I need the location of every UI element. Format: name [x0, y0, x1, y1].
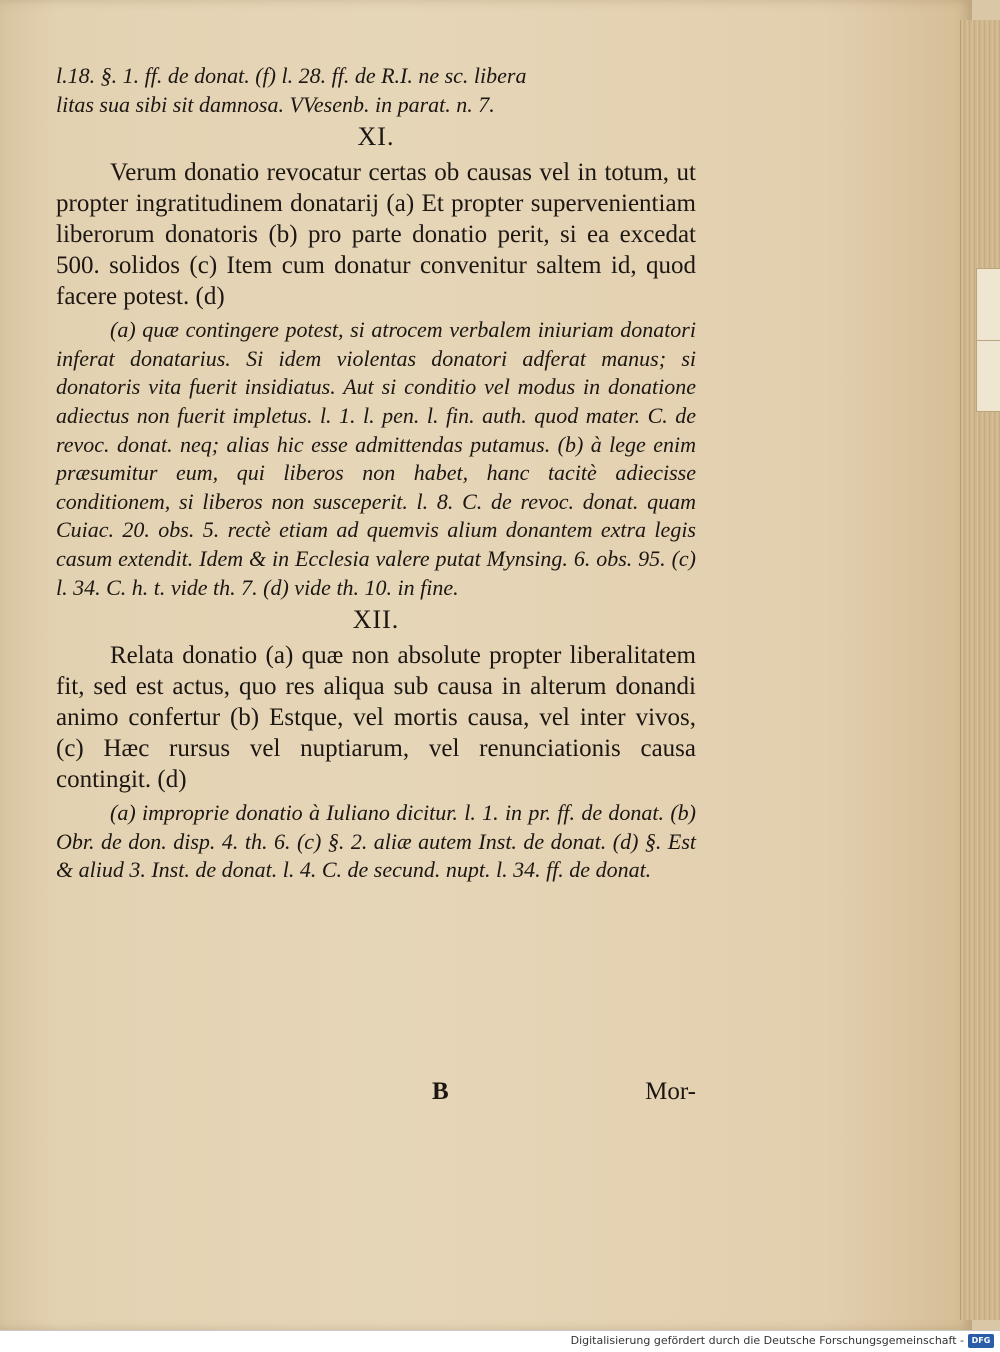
page-text [56, 62, 696, 885]
section-xi-body: Verum donatio revocatur certas ob causas vel in totum, ut propter ingratitudinem donatarij (a) Et propter supervenientiam liberorum donatoris (b) pro parte donatio perit, si ea excedat 500. solidos (c) Item cum donatur convenitur saltem id, quod facere potest. (d) [56, 159, 696, 311]
section-heading-xii: XII. [352, 605, 400, 635]
section-heading-xi: XI. [357, 122, 395, 152]
page-edge-tab [976, 268, 1000, 350]
section-xii-notes: (a) improprie donatio à Iuliano dicitur. l. 1. in pr. ff. de donat. (b) Obr. de don. disp. 4. th. 6. (c) §. 2. aliæ autem Inst. de donat. (d) §. Est & aliud 3. Inst. de donat. l. 4. C. de secund. nupt. l. 34. ff. de donat. [56, 800, 696, 883]
page-edge-tab [976, 340, 1000, 412]
footer-bar [0, 1330, 1000, 1352]
top-note-line-1: l.18. §. 1. ff. de donat. (f) l. 28. ff. de R.I. ne sc. libera [56, 63, 527, 88]
signature-mark: B [432, 1078, 449, 1105]
page-edge-stack [960, 20, 1000, 1320]
section-xi-notes: (a) quæ contingere potest, si atrocem verbalem iniuriam donatori inferat donatarius. Si idem violentas donatori adferat manus; si donatoris vita fuerit insidiatus. Aut si conditio vel modus in donatione adiectus non fuerit impletus. l. 1. l. pen. l. fin. auth. quod mater. C. de revoc. donat. neq; alias hic esse admittendas putamus. (b) à lege enim præsumitur eum, qui liberos non habet, hanc tacitè adiecisse conditionem, si liberos non susceperit. l. 8. C. de revoc. donat. quam Cuiac. 20. obs. 5. rectè etiam ad quemvis alium donantem extra legis casum extendit. Idem & in Ecclesia valere putat Mynsing. 6. obs. 95. (c) l. 34. C. h. t. vide th. 7. (d) vide th. 10. in fine. [56, 317, 696, 600]
section-xii-body: Relata donatio (a) quæ non absolute propter liberalitatem fit, sed est actus, quo res aliqua sub causa in alterum donandi animo confertur (b) Estque, vel mortis causa, vel inter vivos, (c) Hæc rursus vel nuptiarum, vel renunciationis causa contingit. (d) [56, 642, 696, 794]
funding-notice: Digitalisierung gefördert durch die Deutsche Forschungsgemeinschaft - [570, 1334, 964, 1347]
dfg-logo-icon: DFG [968, 1334, 994, 1348]
catchword: Mor- [645, 1078, 696, 1105]
top-note-line-2: litas sua sibi sit damnosa. VVesenb. in parat. n. 7. [56, 91, 495, 117]
page-catchline [56, 1078, 696, 1112]
